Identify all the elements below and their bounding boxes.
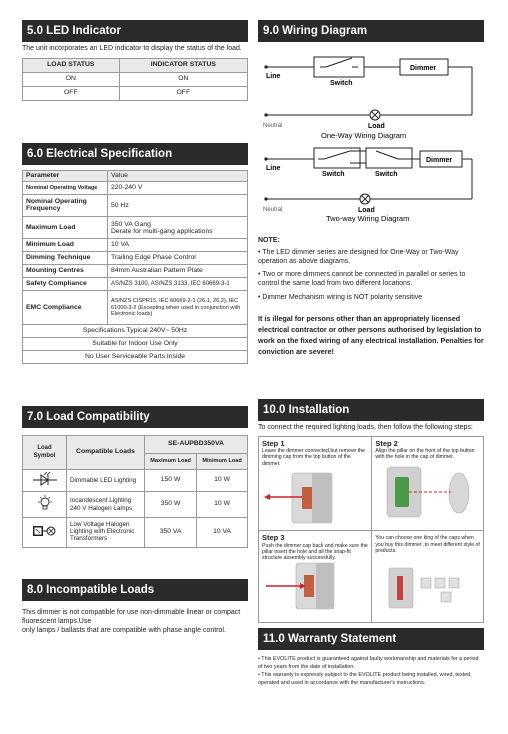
warranty-section	[258, 628, 484, 688]
spec-footer-3: No User Serviceable Parts Inside	[23, 351, 248, 364]
table-row: OFF OFF	[23, 86, 248, 100]
neutral-label: Neutral	[263, 123, 283, 129]
install-intro: To connect the required lighting loads, then follow the following steps:	[258, 424, 473, 431]
led-desc: The unit incorporates an LED indicator to display the status of the load.	[22, 45, 242, 52]
install-steps	[258, 436, 484, 624]
table-row: Safety Compliance AS/NZS 3100, AS/NZS 3133, IEC 60669-3-1	[23, 278, 248, 291]
spec-footer-1: Specifications Typical 240V~ 50Hz	[23, 325, 248, 338]
svg-text:Line: Line	[266, 165, 281, 172]
wiring-section	[258, 20, 484, 357]
table-row: Nominal Operating Voltage 220-240 V	[23, 182, 248, 195]
list-item: • This EVOLITE product is guaranteed against faulty workmanship and materials for a period of two years from the date of installation.	[258, 656, 479, 670]
led-section	[22, 20, 248, 101]
led-table	[22, 58, 248, 101]
note-item: • The LED dimmer series are designed for One-Way or Two-Way operation as above diagrams.	[258, 248, 459, 265]
led-icon	[32, 472, 58, 486]
elec-title: 6.0 Electrical Specification	[22, 143, 248, 165]
table-row: ON ON	[23, 72, 248, 86]
note-label: NOTE:	[258, 237, 280, 244]
compat-title: 7.0 Load Compatibility	[22, 406, 248, 428]
model-name: SE-AUPBD350VA	[145, 436, 248, 454]
table-row: Incandescent Lighting 240 V Halogen Lamps 350 W 10 W	[23, 492, 248, 518]
incompat-text-1: This dimmer is not compatible for use non-dimmable linear or compact fluorescent lamps.Use	[22, 609, 241, 625]
note-item: • Dimmer Mechanism wiring is NOT polarity sensitive	[258, 293, 423, 301]
spec-footer-2: Suitable for Indoor Use Only	[23, 338, 248, 351]
table-row: Minimum Load 10 VA	[23, 239, 248, 252]
incompat-text-2: only lamps / ballasts that are compatible with phase angle control.	[22, 626, 226, 634]
step-2: Step 2 Align the pillar on the front of the top button with the hole in the cap of dimmer.	[372, 436, 484, 531]
step3-illustration-icon	[262, 561, 362, 611]
halogen-transformer-icon	[32, 523, 58, 539]
warranty-title: 11.0 Warranty Statement	[258, 628, 484, 650]
step-3: Step 3 Push the dimmer cap back and make sure the pillar insert the hole and all the snap-fit structure assembly successfully.	[259, 531, 372, 623]
table-row: Mounting Centres 84mm Australian Pattern Plate	[23, 265, 248, 278]
line-label: Line	[266, 73, 281, 80]
svg-text:Load: Load	[358, 207, 375, 214]
led-col-indicator: INDICATOR STATUS	[119, 58, 247, 72]
incompat-title: 8.0 Incompatible Loads	[22, 579, 248, 601]
warranty-list	[258, 656, 484, 687]
step1-illustration-icon	[262, 467, 362, 525]
svg-text:Switch: Switch	[322, 171, 345, 178]
elec-table: Parameter Value Nominal Operating Voltage 220-240 V Nominal Operating Frequency 50 Hz Maximum Load 350 VA Gang Derate for multi-gang applications Minimum Load 10 VA Dimming Technique Trailing Edge Phase Control Mounting Centres 84mm Australian Pattern Plate Safety Compliance AS/NZS 3100, AS/NZS 3133, IEC 60669-3-1 EMC Compliance AS/NZS CISPR15, IEC 60669-2-1 (26.1, 26.2), IEC 61000-3-2 (Excepting when used in conjunction with Electronic loads) Specifications Typical 240V~ 50Hz Suitable for Indoor Use Only No User Serviceable Parts Inside	[22, 170, 248, 364]
wiring-notes	[258, 237, 484, 357]
one-way-diagram	[258, 45, 484, 141]
led-col-load: LOAD STATUS	[23, 58, 120, 72]
step-1: Step 1 Leave the dimmer connected,but remove the dimming cap from the top button of the dimmer.	[259, 436, 372, 531]
dimmer-label: Dimmer	[410, 65, 437, 72]
svg-text:Switch: Switch	[375, 171, 398, 178]
svg-text:Neutral: Neutral	[263, 207, 283, 213]
table-row: Dimmable LED Lighting 150 W 10 W	[23, 470, 248, 492]
compat-section	[22, 406, 248, 548]
step4-illustration-icon	[375, 554, 475, 612]
two-way-diagram	[258, 141, 484, 233]
table-row: Low Voltage Halogen Lighting with Electronic Transformers 350 VA 10 VA	[23, 518, 248, 548]
two-way-caption: Two-way Wiring Diagram	[326, 214, 410, 223]
svg-text:Dimmer: Dimmer	[426, 157, 453, 164]
compat-table: Load Symbol Compatible Loads SE-AUPBD350VA Maximum Load Minimum Load Dimmable LED Lighting 150 W 10 W Incandescent Lighting 240 V Halogen Lamps 350 W 10 W Low Voltage Halogen Lighting with Electronic Transformers 350 VA 10 VA	[22, 435, 248, 548]
elec-section	[22, 143, 248, 364]
install-section	[258, 399, 484, 623]
incompat-section	[22, 579, 248, 635]
table-row: EMC Compliance AS/NZS CISPR15, IEC 60669-2-1 (26.1, 26.2), IEC 61000-3-2 (Excepting when used in conjunction with Electronic loads)	[23, 291, 248, 325]
switch-label: Switch	[330, 80, 353, 87]
table-row: Maximum Load 350 VA Gang Derate for multi-gang applications	[23, 217, 248, 239]
table-row: Dimming Technique Trailing Edge Phase Control	[23, 252, 248, 265]
wiring-title: 9.0 Wiring Diagram	[258, 20, 484, 42]
load-label: Load	[368, 123, 385, 130]
legal-warning: It is illegal for persons other than an appropriately licensed electrical contractor or other persons authorised by legislation to work on the fixed wiring of any electrical installation. Penalties for conviction are severe!	[258, 313, 484, 356]
note-item: • Two or more dimmers cannot be connected in parallel or series to control the same load from two different locations.	[258, 271, 466, 287]
table-row: Nominal Operating Frequency 50 Hz	[23, 195, 248, 217]
led-title: 5.0 LED Indicator	[22, 20, 248, 42]
install-title: 10.0 Installation	[258, 399, 484, 421]
step-4: You can choose one king of the caps when you buy this dimmer ,to meet different style of products.	[372, 531, 484, 623]
list-item: • This warranty is expressly subject to the EVOLITE product being installed, wired, tested, operated and used in accordance with the manufacturer's instructions.	[258, 672, 472, 686]
one-way-caption: One-Way Wiring Diagram	[321, 131, 407, 140]
incandescent-icon	[37, 495, 53, 511]
step2-illustration-icon	[375, 461, 475, 523]
